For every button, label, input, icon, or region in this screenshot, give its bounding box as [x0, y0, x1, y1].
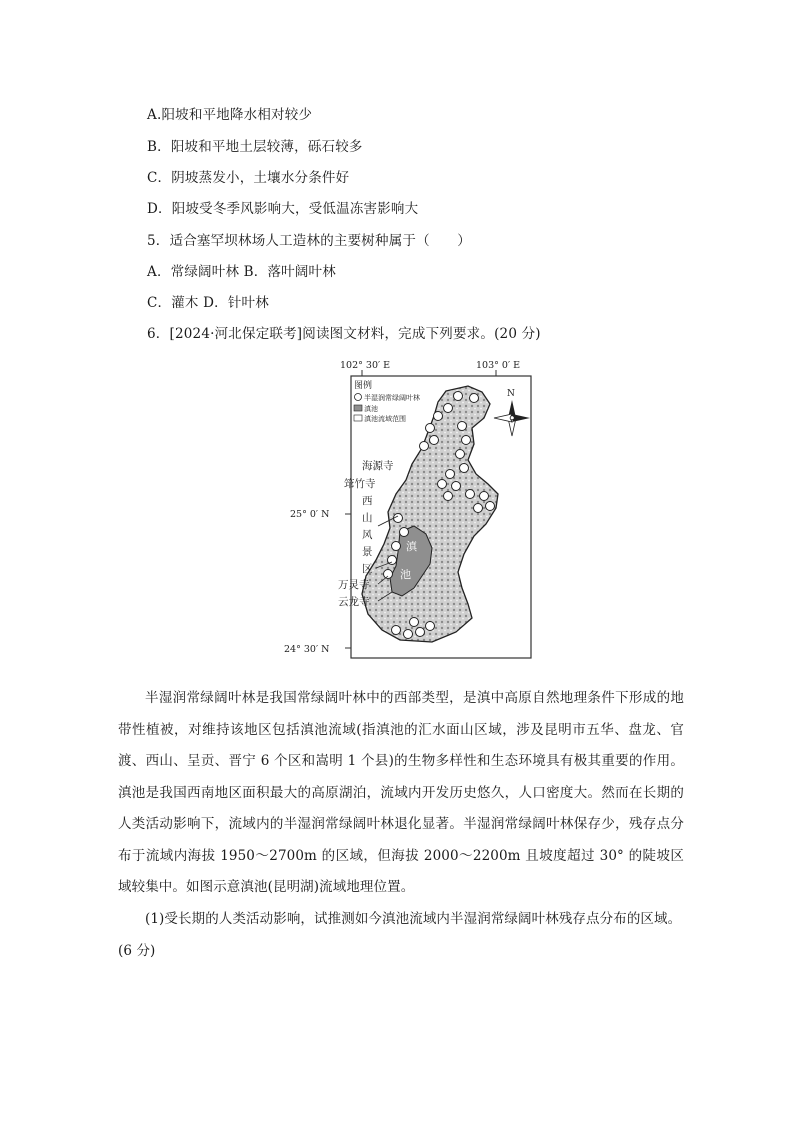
question-5-options-cd: C．灌木 D．针叶林 — [147, 295, 269, 311]
legend-title: 图例 — [354, 381, 373, 391]
question-6-stem: 6．[2024·河北保定联考]阅读图文材料，完成下列要求。(20 分) — [147, 326, 541, 342]
legend-forest-symbol — [355, 394, 362, 401]
legend-lake-symbol — [354, 405, 362, 411]
option-c-prev: C．阴坡蒸发小，土壤水分条件好 — [147, 170, 350, 186]
dianchi-basin-map — [284, 356, 546, 660]
legend-lake-label: 滇池 — [364, 405, 378, 413]
lat-label-2: 24° 30′ N — [284, 644, 330, 655]
option-d-prev: D．阳坡受冬季风影响大，受低温冻害影响大 — [147, 201, 419, 217]
lat-label-1: 25° 0′ N — [290, 509, 330, 520]
north-label: N — [507, 389, 515, 399]
label-qiongzhu-temple: 筇竹寺 — [344, 478, 376, 490]
label-shan: 山 — [362, 512, 373, 524]
legend-forest-label: 半湿润常绿阔叶林 — [364, 394, 420, 402]
question-5-stem: 5．适合塞罕坝林场人工造林的主要树种属于（ ） — [147, 233, 471, 249]
question-5-options-ab: A．常绿阔叶林 B．落叶阔叶林 — [147, 264, 336, 280]
legend-basin-label: 滇池流域范围 — [364, 415, 406, 423]
option-b-prev: B．阳坡和平地土层较薄，砾石较多 — [147, 139, 363, 155]
sub-question-1: (1)受长期的人类活动影响，试推测如今滇池流域内半湿润常绿阔叶林残存点分布的区域。(6 分) — [118, 911, 682, 959]
lon-label-1: 102° 30′ E — [340, 360, 391, 371]
label-haiyuan-temple: 海源寺 — [362, 460, 394, 472]
passage: 半湿润常绿阔叶林是我国常绿阔叶林中的西部类型，是滇中高原自然地理条件下形成的地带性植被，对维持该地区包括滇池流域(指滇池的汇水面山区域，涉及昆明市五华、盘龙、官渡、西山、呈贡、晋宁 6 个区和嵩明 1 个县)的生物多样性和生态环境具有极其重要的作用。滇池是我国西南地区面积最大的高原湖泊，流域内开发历史悠久，人口密度大。然而在长期的人类活动影响下，流域内的半湿润常绿阔叶林退化显著。半湿润常绿阔叶林保存少，残存点分布于流域内海拔 1950～2700m 的区域，但海拔 2000～2200m 且坡度超过 30° 的陡坡区域较集中。如图示意滇池(昆明湖)流域地理位置。 — [118, 690, 684, 895]
label-yunlong-temple: 云龙寺 — [338, 596, 370, 608]
option-a-prev: A.阳坡和平地降水相对较少 — [147, 107, 313, 123]
legend-basin-symbol — [354, 415, 362, 421]
label-xi: 西 — [362, 495, 373, 507]
label-qu: 区 — [362, 563, 373, 575]
lake-label-1: 滇 — [406, 540, 417, 553]
lon-label-2: 103° 0′ E — [476, 360, 521, 371]
lake-label-2: 池 — [400, 568, 411, 581]
label-wanling-temple: 万灵寺 — [338, 579, 370, 591]
label-jing: 景 — [362, 546, 373, 558]
label-feng: 风 — [362, 529, 373, 541]
